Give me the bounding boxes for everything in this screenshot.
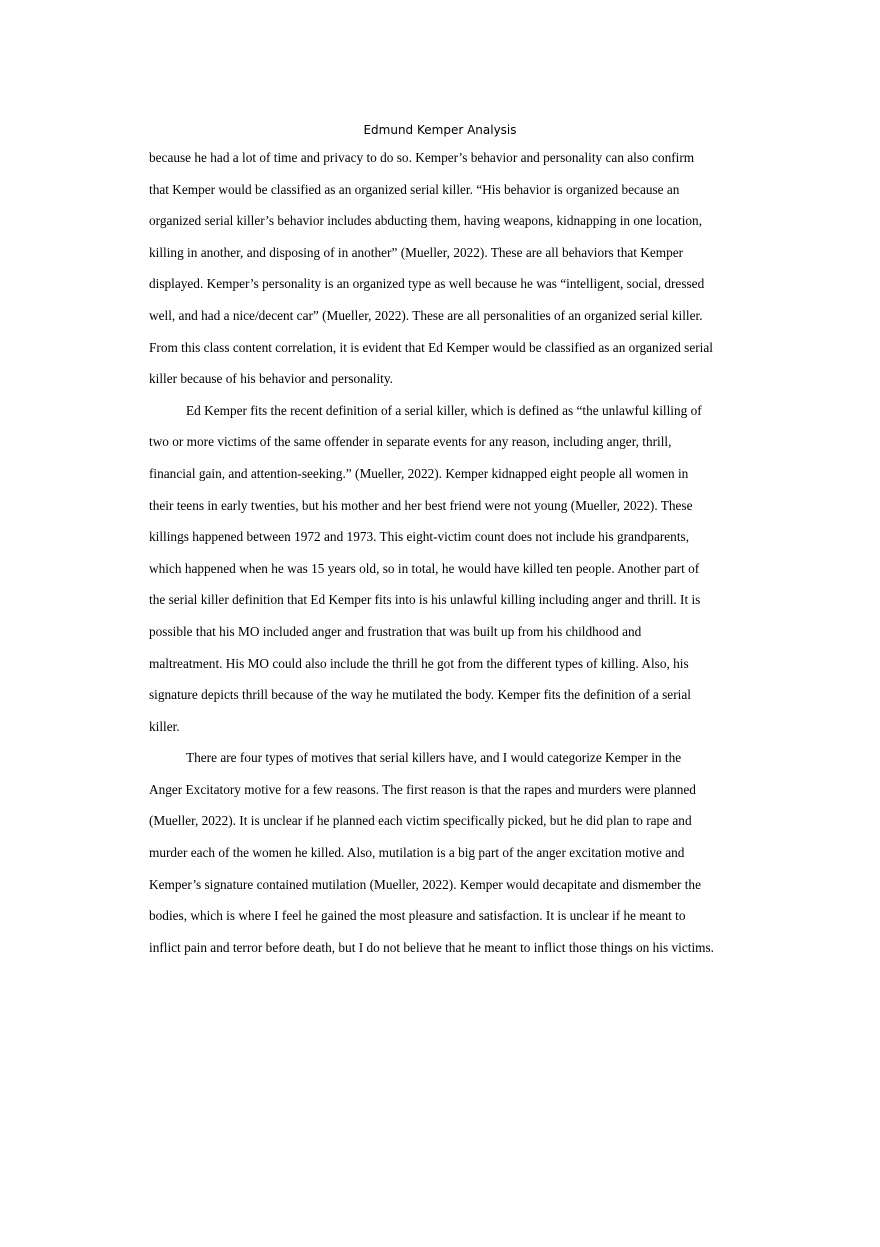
text-line: possible that his MO included anger and frustration that was built up from his childhood and [149,623,642,639]
text-line: killing in another, and disposing of in another” (Mueller, 2022). These are all behaviors that Kemper [149,244,684,260]
text-line: (Mueller, 2022). It is unclear if he planned each victim specifically picked, but he did plan to rape and [149,813,692,829]
text-line: signature depicts thrill because of the way he mutilated the body. Kemper fits the definition of a serial [149,687,691,703]
paragraph [149,148,739,401]
text-line: displayed. Kemper’s personality is an organized type as well because he was “intelligent, social, dressed [149,276,705,292]
text-line: well, and had a nice/decent car” (Mueller, 2022). These are all personalities of an organized serial killer. [149,307,703,323]
text-line: financial gain, and attention-seeking.” (Mueller, 2022). Kemper kidnapped eight people all women in [149,465,689,481]
text-line: bodies, which is where I feel he gained the most pleasure and satisfaction. It is unclear if he meant to [149,908,686,924]
text-line: two or more victims of the same offender in separate events for any reason, including anger, thrill, [149,434,672,450]
text-line: From this class content correlation, it is evident that Ed Kemper would be classified as an organized serial [149,339,713,355]
document-body [149,148,739,969]
text-line: organized serial killer’s behavior includes abducting them, having weapons, kidnapping in one location, [149,213,703,229]
text-line: Ed Kemper fits the recent definition of a serial killer, which is defined as “the unlawful killing of [186,402,702,418]
text-line: the serial killer definition that Ed Kemper fits into is his unlawful killing including anger and thrill. It is [149,592,701,608]
text-line: Kemper’s signature contained mutilation (Mueller, 2022). Kemper would decapitate and dismember the [149,876,701,892]
text-line: There are four types of motives that serial killers have, and I would categorize Kemper in the [186,750,682,766]
text-line: killer. [149,718,180,734]
text-line: that Kemper would be classified as an organized serial killer. “His behavior is organized because an [149,181,680,197]
text-line: killings happened between 1972 and 1973. This eight-victim count does not include his grandparents, [149,529,690,545]
text-line: because he had a lot of time and privacy to do so. Kemper’s behavior and personality can also confirm [149,150,695,165]
text-line: murder each of the women he killed. Also, mutilation is a big part of the anger excitation motive and [149,845,685,861]
paragraph [149,748,739,969]
text-line: inflict pain and terror before death, but I do not believe that he meant to inflict those things on his victims. [149,939,714,955]
text-line: which happened when he was 15 years old, so in total, he would have killed ten people. Another part of [149,560,700,576]
page-header-title: Edmund Kemper Analysis [363,123,517,137]
text-line: maltreatment. His MO could also include the thrill he got from the different types of killing. Also, his [149,655,689,671]
paragraph [149,401,739,749]
text-line: their teens in early twenties, but his mother and her best friend were not young (Mueller, 2022). These [149,497,693,513]
text-line: killer because of his behavior and personality. [149,371,393,387]
text-line: Anger Excitatory motive for a few reasons. The first reason is that the rapes and murders were planned [149,781,696,797]
